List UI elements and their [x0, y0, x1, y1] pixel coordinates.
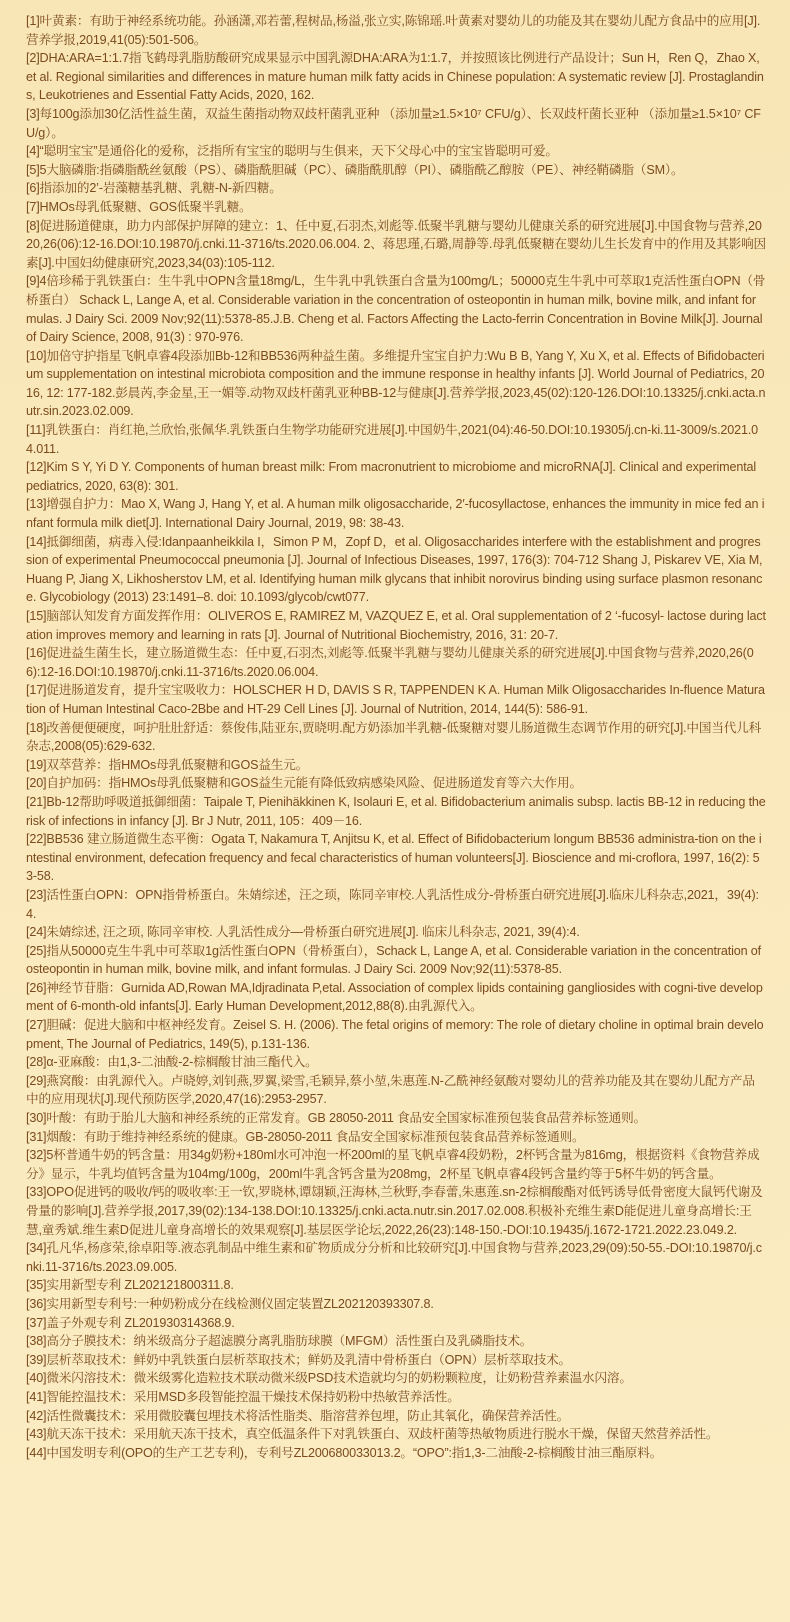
reference-item: [10]加倍守护指星飞帆卓睿4段添加Bb-12和BB536两种益生菌。多维提升宝宝自护力:Wu B B, Yang Y, Xu X, et al. Effects of Bifidobacterium supplementation on intestinal microbiota composition and the immune response in healthy infants [J]. World Journal of Pediatrics, 2016, 12: 177-182.彭晨芮,李金星,王一媚等.动物双歧杆菌乳亚种BB-12与健康[J].营养学报,2023,45(02):120-126.DOI:10.13325/j.cnki.acta.nutr.sin.2023.02.009. — [26, 348, 766, 419]
reference-item: [14]抵御细菌，病毒入侵:Idanpaanheikkila I，Simon P M，Zopf D，et al. Oligosaccharides interfere with the establishment and progression of experimental Pneumococcal pneumonia [J]. Journal of Infectious Diseases, 1997, 176(3): 704-712 Shang J, Piskarev VE, Xia M, Huang P, Jiang X, Likhosherstov LM, et al. Identifying human milk glycans that inhibit norovirus binding using surface plasmon resonance. Glycobiology (2013) 23:1491–8. doi: 10.1093/glycob/cwt077. — [26, 534, 763, 605]
reference-item: [19]双萃营养：指HMOs母乳低聚糖和GOS益生元。 — [26, 757, 309, 772]
reference-item: [1]叶黄素：有助于神经系统功能。孙涵潇,邓若蕾,程树品,杨溢,张立实,陈锦瑶.叶黄素对婴幼儿的功能及其在婴幼儿配方食品中的应用[J].营养学报,2019,41(05):501-506。 — [26, 14, 761, 47]
reference-item: [36]实用新型专利号:一种奶粉成分在线检测仪固定装置ZL202120393307.8. — [26, 1296, 434, 1311]
reference-item: [2]DHA:ARA=1:1.7指飞鹤母乳脂肪酸研究成果显示中国乳源DHA:ARA为1:1.7，并按照该比例进行产品设计；Sun H，Ren Q，Zhao X, et al. Regional similarities and differences in mature human milk fatty acids in Chinese population: A systematic review [J]. Prostaglandins, Leukotrienes and Essential Fatty Acids, 2020, 162. — [26, 51, 764, 103]
reference-item: [22]BB536 建立肠道微生态平衡：Ogata T, Nakamura T, Anjitsu K, et al. Effect of Bifidobacterium longum BB536 administra-tion on the intestinal environment, defecation frequency and fecal characteristics of human volunteers[J]. Bioscience and mi-croflora, 1997, 16(2): 53-58. — [26, 832, 762, 884]
reference-item: [34]孔凡华,杨彦荣,徐卓阳等.液态乳制品中维生素和矿物质成分分析和比较研究[J].中国食物与营养,2023,29(09):50-55.-DOI:10.19870/j.cnki.11-3716/ts.2023.09.005. — [26, 1241, 762, 1274]
reference-item: [24]朱婧综述, 汪之顼, 陈同辛审校. 人乳活性成分—骨桥蛋白研究进展[J]. 临床儿科杂志, 2021, 39(4):4. — [26, 925, 580, 940]
reference-item: [17]促进肠道发育，提升宝宝吸收力：HOLSCHER H D, DAVIS S R, TAPPENDEN K A. Human Milk Oligosaccharides In-fluence Maturation of Human Intestinal Caco-2Bbe and HT-29 Cell Lines [J]. Journal of Nutrition, 2014, 144(5): 586-91. — [26, 683, 765, 716]
reference-item: [27]胆碱：促进大脑和中枢神经发育。Zeisel S. H. (2006). The fetal origins of memory: The role of dietary choline in optimal brain development, The Journal of Pediatrics, 149(5), p.131-136. — [26, 1018, 764, 1051]
reference-item: [16]促进益生菌生长，建立肠道微生态：任中夏,石羽杰,刘彪等.低聚半乳糖与婴幼儿健康关系的研究进展[J].中国食物与营养,2020,26(06):12-16.DOI:10.19870/j.cnki.11-3716/ts.2020.06.004. — [26, 646, 754, 679]
reference-item: [31]烟酸：有助于维持神经系统的健康。GB-28050-2011 食品安全国家标准预包装食品营养标签通则。 — [26, 1129, 585, 1144]
reference-item: [3]每100g添加30亿活性益生菌，双益生菌指动物双歧杆菌乳亚种 （添加量≥1.5×10⁷ CFU/g）、长双歧杆菌长亚种 （添加量≥1.5×10⁷ CFU/g）。 — [26, 106, 761, 140]
reference-item: [9]4倍珍稀于乳铁蛋白：生牛乳中OPN含量18mg/L，生牛乳中乳铁蛋白含量为100mg/L；50000克生牛乳中可萃取1克活性蛋白OPN（骨桥蛋白） Schack L, Lange A, et al. Considerable variation in the concentration of osteopontin in human milk, bovine milk, and infant formulas. J Dairy Sci. 2009 Nov;92(11):5378-85.J.B. Cheng et al. Factors Affecting the Lacto-ferrin Concentration in Bovine Milk[J]. Journal of Dairy Science, 2008, 91(3) : 970-976. — [26, 274, 766, 345]
reference-item: [37]盖子外观专利 ZL201930314368.9. — [26, 1315, 235, 1330]
reference-item: [13]增强自护力：Mao X, Wang J, Hang Y, et al. A human milk oligosaccharide, 2′-fucosyllactose, enhances the immunity in mice fed an infant formula milk diet[J]. International Dairy Journal, 2019, 98: 38-43. — [26, 497, 765, 531]
reference-item: [29]燕窝酸：由乳源代入。卢晓婷,刘钊燕,罗翼,梁雪,毛颖异,蔡小堃,朱惠莲.N-乙酰神经氨酸对婴幼儿的营养功能及其在婴幼儿配方产品中的应用现状[J].现代预防医学,2020,47(16):2953-2957. — [26, 1073, 755, 1107]
reference-item: [7]HMOs母乳低聚糖、GOS低聚半乳糖。 — [26, 199, 252, 214]
reference-item: [20]自护加码：指HMOs母乳低聚糖和GOS益生元能有降低致病感染风险、促进肠道发育等六大作用。 — [26, 776, 582, 791]
reference-item: [15]脑部认知发育方面发挥作用：OLIVEROS E, RAMIREZ M, VAZQUEZ E, et al. Oral supplementation of 2 ‘-fucosyl- lactose during lactation improves memory and learning in rats [J]. Journal of Nutritional Biochemistry, 2016, 31: 20-7. — [26, 609, 766, 642]
reference-item: [44]中国发明专利(OPO的生产工艺专利)，专利号ZL200680033013.2。“OPO”:指1,3-二油酸-2-棕榈酸甘油三酯原料。 — [26, 1445, 663, 1460]
reference-item: [43]航天冻干技术：采用航天冻干技术，真空低温条件下对乳铁蛋白、双歧杆菌等热敏物质进行脱水干燥，保留天然营养活性。 — [26, 1427, 719, 1442]
reference-item: [23]活性蛋白OPN：OPN指骨桥蛋白。朱婧综述，汪之顼，陈同辛审校.人乳活性成分-骨桥蛋白研究进展[J].临床儿科杂志,2021，39(4):4. — [26, 887, 759, 921]
reference-item: [41]智能控温技术：采用MSD多段智能控温干燥技术保持奶粉中热敏营养活性。 — [26, 1389, 460, 1404]
reference-item: [18]改善便便硬度，呵护肚肚舒适：蔡俊伟,陆亚东,贾晓明.配方奶添加半乳糖-低聚糖对婴儿肠道微生态调节作用的研究[J].中国当代儿科杂志,2008(05):629-632. — [26, 720, 762, 754]
reference-item: [42]活性微囊技术：采用微胶囊包埋技术将活性脂类、脂溶营养包埋，防止其氧化，确保营养活性。 — [26, 1408, 570, 1423]
reference-item: [30]叶酸：有助于胎儿大脑和神经系统的正常发育。GB 28050-2011 食品安全国家标准预包装食品营养标签通则。 — [26, 1111, 646, 1126]
reference-item: [4]“聪明宝宝”是通俗化的爱称，泛指所有宝宝的聪明与生俱来，天下父母心中的宝宝皆聪明可爱。 — [26, 144, 558, 159]
reference-item: [12]Kim S Y, Yi D Y. Components of human breast milk: From macronutrient to microbiome and microRNA[J]. Clinical and experimental pediatrics, 2020, 63(8): 301. — [26, 460, 757, 493]
reference-item: [39]层析萃取技术：鲜奶中乳铁蛋白层析萃取技术；鲜奶及乳清中骨桥蛋白（OPN）层析萃取技术。 — [26, 1352, 571, 1367]
reference-item: [33]OPO促进钙的吸收/钙的吸收率:王一钦,罗晓林,谭翃颖,汪海林,兰秋野,李春蕾,朱惠莲.sn-2棕榈酸酯对低钙诱导低骨密度大鼠钙代谢及骨量的影响[J].营养学报,2017,39(02):134-138.DOI:10.13325/j.cnki.acta.nutr.sin.2017.02.008.积极补充维生素D能促进儿童身高增长:王慧,童秀斌.维生素D促进儿童身高增长的效果观察[J].基层医学论坛,2022,26(23):148-150.-DOI:10.19435/j.1672-1721.2022.23.049.2. — [26, 1185, 763, 1237]
reference-item: [6]指添加的2’-岩藻糖基乳糖、乳糖-N-新四糖。 — [26, 181, 282, 196]
reference-item: [28]α-亚麻酸：由1,3-二油酸-2-棕榈酸甘油三酯代入。 — [26, 1055, 318, 1070]
reference-item: [35]实用新型专利 ZL202121800311.8. — [26, 1278, 234, 1293]
reference-item: [8]促进肠道健康，助力内部保护屏障的建立：1、任中夏,石羽杰,刘彪等.低聚半乳糖与婴幼儿健康关系的研究进展[J].中国食物与营养,2020,26(06):12-16.DOI:10.19870/j.cnki.11-3716/ts.2020.06.004. 2、蒋思瑾,石璐,周静等.母乳低聚糖在婴幼儿生长发育中的作用及其影响因素[J].中国妇幼健康研究,2023,34(03):105-112. — [26, 218, 766, 270]
reference-item: [11]乳铁蛋白：肖红艳,兰欣怡,张佩华.乳铁蛋白生物学功能研究进展[J].中国奶牛,2021(04):46-50.DOI:10.19305/j.cn-ki.11-3009/s.2021.04.011. — [26, 423, 759, 456]
reference-item: [40]微米闪溶技术：微米级雾化造粒技术联动微米级PSD技术造就均匀的奶粉颗粒度，让奶粉营养素温水闪溶。 — [26, 1371, 632, 1386]
reference-item: [26]神经节苷脂：Gurnida AD,Rowan MA,Idjradinata P,etal. Association of complex lipids containing gangliosides with cogni-tive development of 6-month-old infants[J]. Early Human Development,2012,88(8).由乳源代入。 — [26, 980, 763, 1014]
reference-item: [25]指从50000克生牛乳中可萃取1g活性蛋白OPN（骨桥蛋白），Schack L, Lange A, et al. Considerable variation in the concentration of osteopontin in human milk, bovine milk, and infant formulas. J Dairy Sci. 2009 Nov;92(11):5378-85. — [26, 943, 761, 977]
reference-item: [21]Bb-12帮助呼吸道抵御细菌：Taipale T, Pienihäkkinen K, Isolauri E, et al. Bifidobacterium animalis subsp. lactis BB-12 in reducing the risk of infections in infancy [J]. Br J Nutr, 2011, 105：409－16. — [26, 794, 766, 828]
reference-item: [32]5杯普通牛奶的钙含量：用34g奶粉+180ml水可冲泡一杯200ml的星飞帆卓睿4段奶粉，2杯钙含量为816mg，根据资料《食物营养成分》显示，牛乳均值钙含量为104mg/100g，200ml牛乳含钙含量为208mg，2杯星飞帆卓睿4段钙含量约等于5杯牛奶的钙含量。 — [26, 1148, 760, 1181]
reference-item: [5]5大脑磷脂:指磷脂酰丝氨酸（PS）、磷脂酰胆碱（PC）、磷脂酰肌醇（PI）、磷脂酰乙醇胺（PE）、神经鞘磷脂（SM）。 — [26, 162, 684, 177]
reference-item: [38]高分子膜技术：纳米级高分子超滤膜分离乳脂肪球膜（MFGM）活性蛋白及乳磷脂技术。 — [26, 1334, 533, 1349]
